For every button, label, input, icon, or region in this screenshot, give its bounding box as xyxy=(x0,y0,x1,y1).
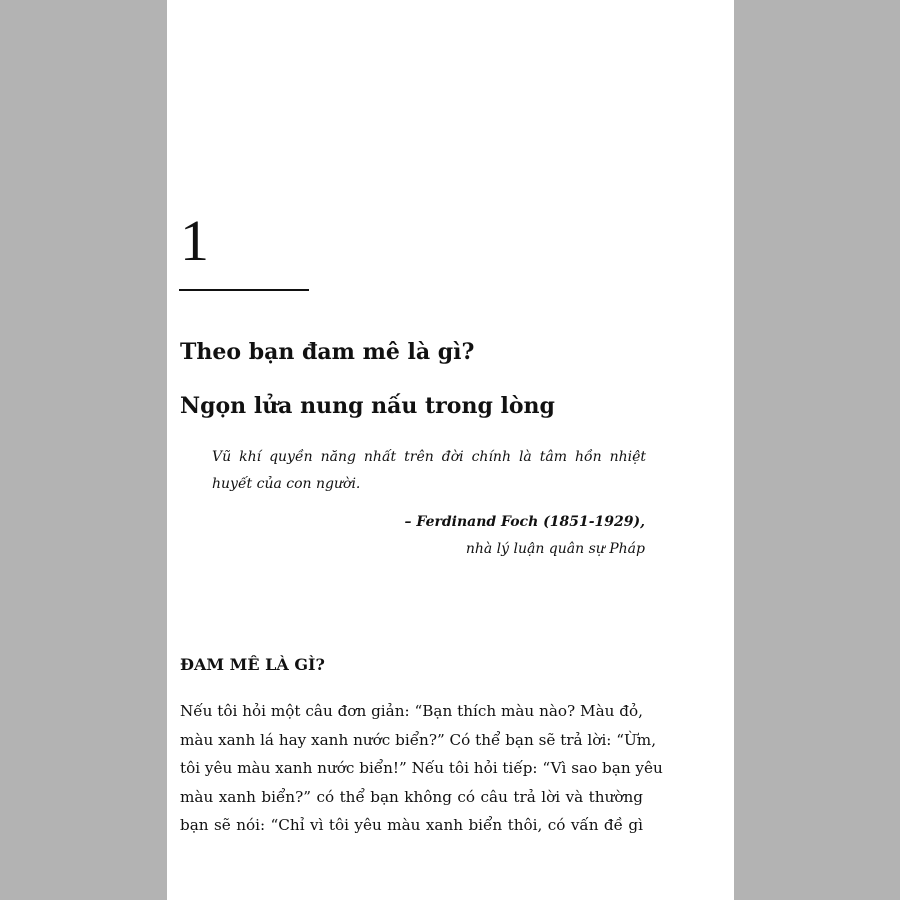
epigraph-quote: Vũ khí quyền năng nhất trên đời chính là tâm hồn nhiệt huyết của con người. xyxy=(212,449,646,492)
chapter-subtitle: Ngọn lửa nung nấu trong lòng xyxy=(180,393,555,419)
chapter-divider xyxy=(179,289,309,291)
paragraph-line: bạn sẽ nói: “Chỉ vì tôi yêu màu xanh biển thôi, có vấn đề gì xyxy=(180,816,643,834)
paragraph-line: Nếu tôi hỏi một câu đơn giản: “Bạn thích màu nào? Màu đỏ, xyxy=(180,702,643,720)
paragraph-line: màu xanh biển?” có thể bạn không có câu trả lời và thường xyxy=(180,787,643,806)
paragraph-line: màu xanh lá hay xanh nước biển?” Có thể bạn sẽ trả lời: “Ừm, xyxy=(180,730,657,749)
chapter-title: Theo bạn đam mê là gì? xyxy=(180,339,475,365)
section-heading: ĐAM MÊ LÀ GÌ? xyxy=(180,655,325,674)
epigraph-attribution xyxy=(405,509,645,563)
chapter-number: 1 xyxy=(180,208,209,273)
body-paragraph xyxy=(180,697,663,840)
epigraph-author-role: nhà lý luận quân sự Pháp xyxy=(465,541,645,557)
epigraph-author: – Ferdinand Foch (1851-1929), xyxy=(404,514,645,530)
paragraph-line: tôi yêu màu xanh nước biển!” Nếu tôi hỏi tiếp: “Vì sao bạn yêu xyxy=(180,759,663,777)
book-page xyxy=(167,0,734,900)
